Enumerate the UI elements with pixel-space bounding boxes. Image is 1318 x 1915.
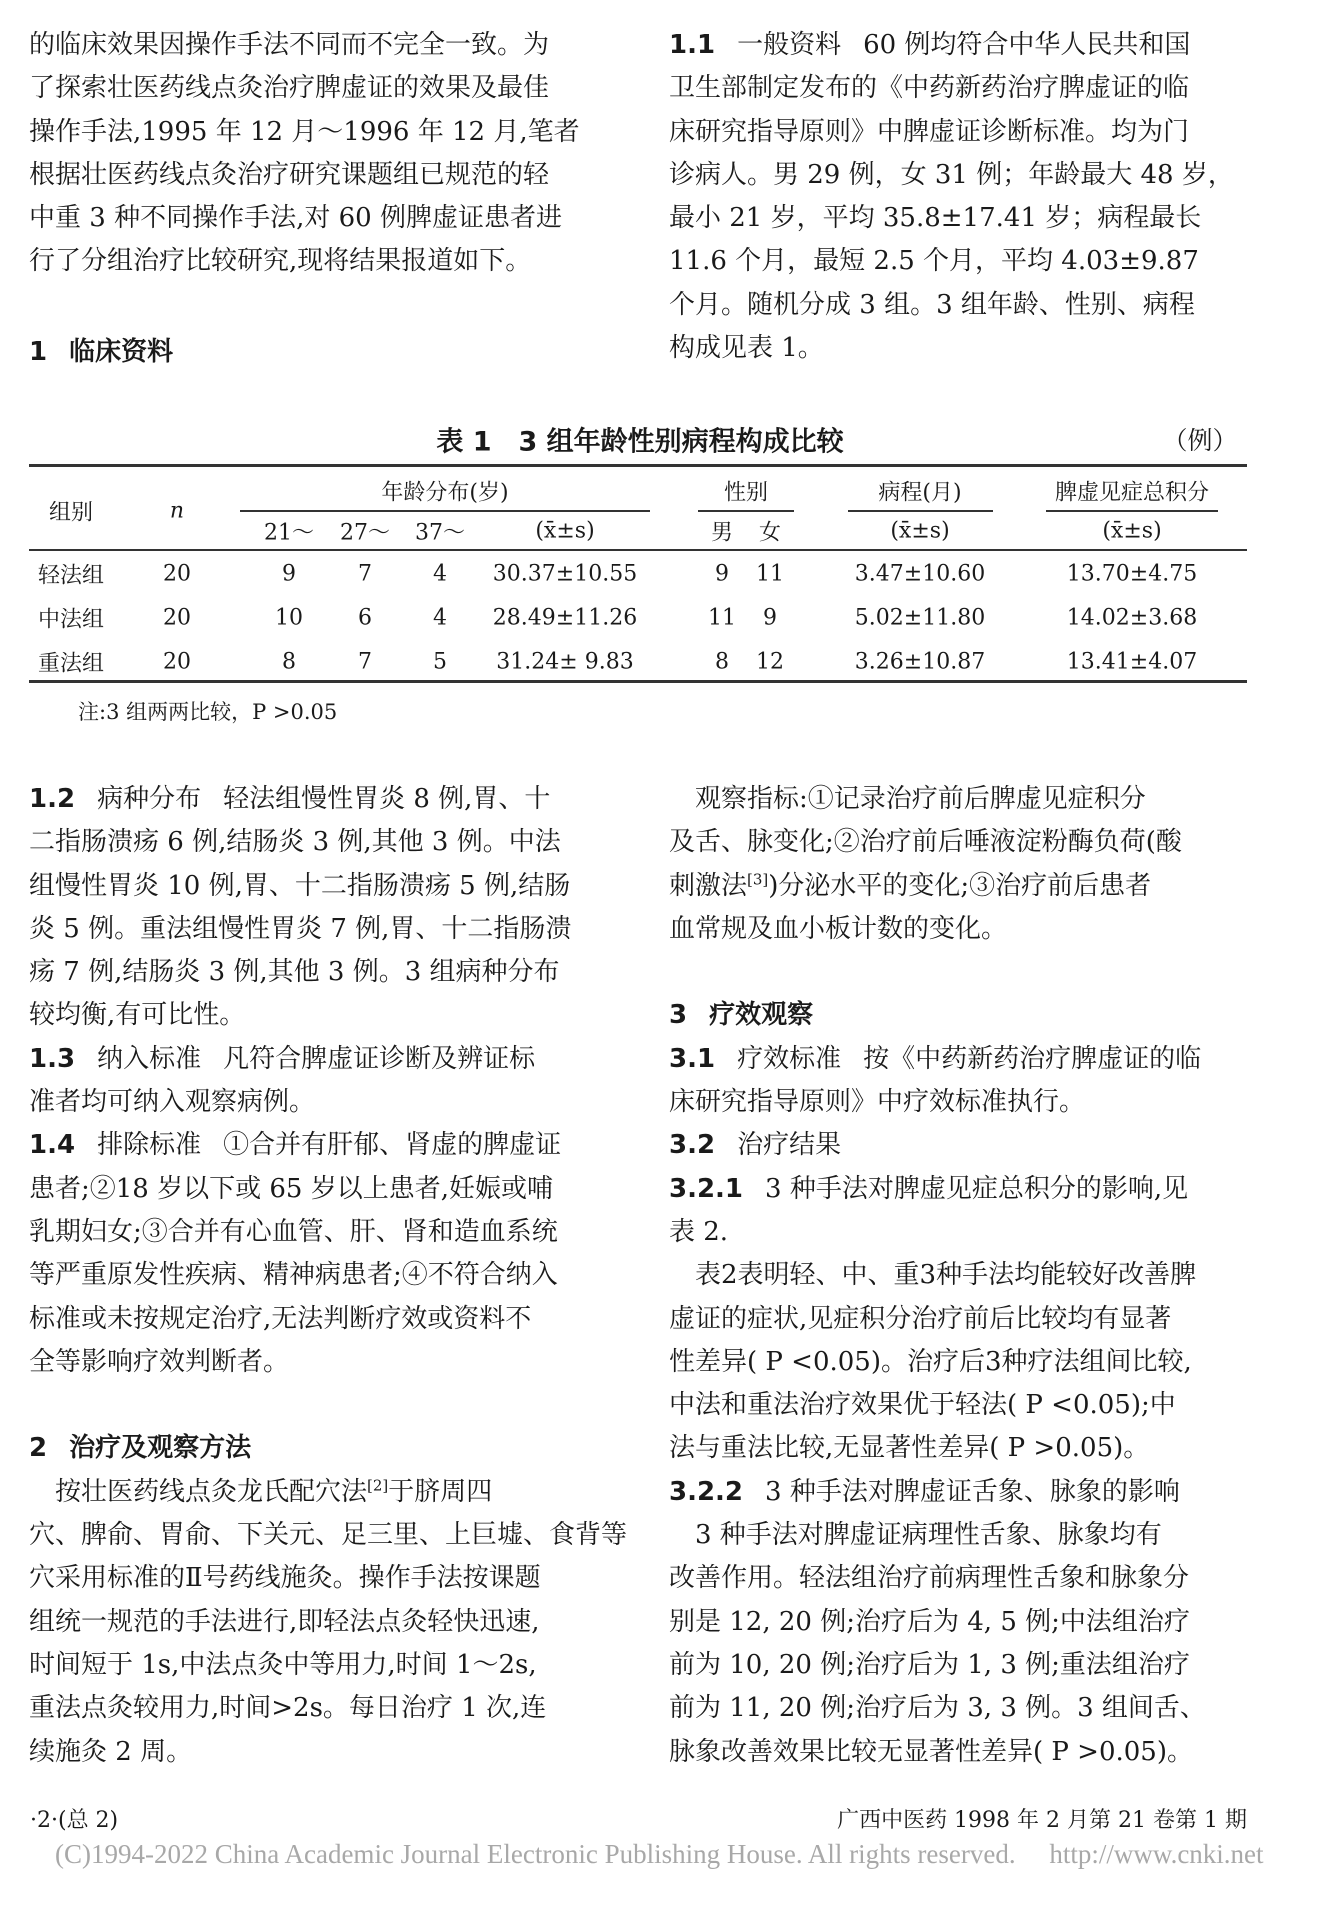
bottom-right-column	[669, 778, 1259, 1774]
subsection-number: 1.2	[29, 784, 76, 814]
section-title: 治疗及观察方法	[69, 1433, 252, 1464]
text-line: 炎 5 例。重法组慢性胃炎 7 例,胃、十二指肠溃	[29, 913, 572, 944]
table-cell: 7	[358, 649, 372, 675]
header-male: 男	[710, 520, 734, 546]
text-line: 准者均可纳入观察病例。	[29, 1087, 316, 1118]
section-title: 疗效观察	[709, 1000, 814, 1031]
line-text: 按壮医药线点灸龙氏配穴法	[29, 1476, 368, 1507]
table-cell: 13.41±4.07	[1066, 649, 1198, 675]
text-line: 法与重法比较,无显著性差异( P >0.05)。	[669, 1433, 1150, 1464]
subsection-line	[29, 1038, 619, 1081]
header-age-21: 21～	[264, 520, 314, 546]
text-line: 个月。随机分成 3 组。3 组年龄、性别、病程	[669, 289, 1195, 320]
table-bottom-rule	[29, 680, 1247, 683]
text-line: 时间短于 1s,中法点灸中等用力,时间 1～2s,	[29, 1649, 537, 1680]
text-line: 重法点灸较用力,时间>2s。每日治疗 1 次,连	[29, 1693, 547, 1724]
table-cell: 轻法组	[37, 563, 105, 589]
subsection-title: 纳入标准	[97, 1043, 202, 1074]
table-cell: 重法组	[37, 651, 105, 677]
text-line: 诊病人。男 29 例，女 31 例；年龄最大 48 岁，	[669, 159, 1234, 190]
header-age: 年龄分布(岁)	[381, 480, 509, 506]
text-line: 床研究指导原则》中脾虚证诊断标准。均为门	[669, 116, 1190, 147]
subsection-title: 一般资料	[737, 30, 842, 60]
line-text: 于脐周四	[388, 1476, 493, 1507]
table-cell: 9	[715, 561, 729, 587]
subsection-number: 1.3	[29, 1043, 76, 1074]
text-line: 前为 10, 20 例;治疗后为 1, 3 例;重法组治疗	[669, 1649, 1190, 1680]
table-cell: 7	[358, 561, 372, 587]
text-line	[669, 951, 1259, 994]
text-line: 11.6 个月，最短 2.5 个月，平均 4.03±9.87	[669, 246, 1199, 277]
section-number: 2	[29, 1433, 48, 1464]
table-cell: 9	[763, 605, 777, 631]
header-course: 病程(月)	[878, 480, 962, 506]
table-cell: 4	[433, 605, 447, 631]
text-line: 最小 21 岁，平均 35.8±17.41 岁；病程最长	[669, 203, 1202, 234]
citation-ref: [3]	[747, 869, 769, 888]
text-line	[669, 994, 1259, 1037]
subsection-title: 排除标准	[97, 1130, 202, 1161]
text-line: 等严重原发性疾病、精神病患者;④不符合纳入	[29, 1260, 558, 1291]
journal-info: 广西中医药 1998 年 2 月第 21 卷第 1 期	[837, 1808, 1247, 1833]
text-line: 行了分组治疗比较研究,现将结果报道如下。	[29, 246, 532, 277]
header-female: 女	[758, 520, 782, 546]
subsection-title: 治疗结果	[737, 1130, 842, 1161]
table-cell: 28.49±11.26	[492, 605, 638, 631]
subsection-title: 疗效标准	[737, 1043, 842, 1074]
text-line: 全等影响疗效判断者。	[29, 1346, 290, 1377]
line-text: )分泌水平的变化;③治疗前后患者	[768, 870, 1152, 901]
text-line	[669, 865, 1259, 908]
table-top-rule	[29, 464, 1247, 467]
text-line	[29, 1471, 619, 1514]
subsection-line	[29, 778, 619, 821]
sex-underline	[698, 510, 794, 512]
subsection-line	[669, 1038, 1259, 1081]
text-line: 床研究指导原则》中疗效标准执行。	[669, 1087, 1086, 1118]
text-line: 表 2.	[669, 1216, 729, 1247]
table-cell: 12	[756, 649, 784, 675]
text-line: 表2表明轻、中、重3种手法均能较好改善脾	[669, 1260, 1197, 1291]
subsection-title: 病种分布	[97, 784, 202, 814]
section-1-heading	[29, 331, 173, 374]
text-line: 别是 12, 20 例;治疗后为 4, 5 例;中法组治疗	[669, 1606, 1190, 1637]
table-mid-rule	[29, 549, 1247, 551]
course-underline	[848, 510, 993, 512]
header-sex: 性别	[723, 480, 769, 506]
header-course-mean: (x̄±s)	[890, 518, 950, 544]
subsection-line	[669, 1124, 1259, 1167]
table-cell: 6	[358, 605, 372, 631]
page-number: ·2·(总 2)	[30, 1808, 119, 1833]
table-cell: 5.02±11.80	[854, 605, 986, 631]
text-line: 患者;②18 岁以下或 65 岁以上患者,妊娠或哺	[29, 1173, 553, 1204]
text-line: 操作手法,1995 年 12 月～1996 年 12 月,笔者	[29, 116, 580, 147]
table-cell: 20	[163, 561, 191, 587]
table-cell: 20	[163, 649, 191, 675]
line-text: 3 种手法对脾虚证舌象、脉象的影响	[765, 1476, 1180, 1507]
subsection-number: 1.1	[669, 30, 716, 60]
header-n: n	[169, 498, 185, 524]
table-cell: 8	[282, 649, 296, 675]
text-line: 前为 11, 20 例;治疗后为 3, 3 例。3 组间舌、	[669, 1693, 1206, 1724]
table-cell: 3.47±10.60	[854, 561, 986, 587]
text-line: 疡 7 例,结肠炎 3 例,其他 3 例。3 组病种分布	[29, 957, 560, 988]
table-cell: 13.70±4.75	[1066, 561, 1198, 587]
text-line: 二指肠溃疡 6 例,结肠炎 3 例,其他 3 例。中法	[29, 827, 561, 858]
text-line: 虚证的症状,见症积分治疗前后比较均有显著	[669, 1303, 1172, 1334]
text-line: 中重 3 种不同操作手法,对 60 例脾虚证患者进	[29, 203, 562, 234]
text-line: 了探索壮医药线点灸治疗脾虚证的效果及最佳	[29, 73, 550, 104]
table-cell: 11	[708, 605, 736, 631]
subsection-number: 3.2.1	[669, 1173, 744, 1204]
text-line: 较均衡,有可比性。	[29, 1000, 246, 1031]
table-unit: （例）	[1162, 426, 1238, 455]
subsection-line	[669, 1168, 1259, 1211]
header-age-mean: (x̄±s)	[535, 518, 595, 544]
text-line: 的临床效果因操作手法不同而不完全一致。为	[29, 30, 550, 60]
text-line: 3 种手法对脾虚证病理性舌象、脉象均有	[669, 1520, 1162, 1551]
table-cell: 中法组	[37, 607, 105, 633]
text-line: 穴、脾俞、胃俞、下关元、足三里、上巨墟、食背等	[29, 1520, 628, 1551]
table-cell: 31.24± 9.83	[496, 649, 634, 675]
header-age-27: 27～	[340, 520, 390, 546]
subsection-number: 3.2.2	[669, 1476, 744, 1507]
subsection-number: 3.1	[669, 1043, 716, 1074]
text-line: 观察指标:①记录治疗前后脾虚见症积分	[669, 784, 1146, 814]
line-text: 60 例均符合中华人民共和国	[863, 30, 1191, 60]
text-line: 脉象改善效果比较无显著性差异( P >0.05)。	[669, 1736, 1193, 1767]
age-underline	[240, 510, 650, 512]
text-line: 构成见表 1。	[669, 333, 824, 364]
line-text: 刺激法	[669, 870, 748, 901]
table-cell: 3.26±10.87	[854, 649, 986, 675]
text-line: 性差异( P <0.05)。治疗后3种疗法组间比较,	[669, 1346, 1192, 1377]
header-score-mean: (x̄±s)	[1102, 518, 1162, 544]
text-line: 改善作用。轻法组治疗前病理性舌象和脉象分	[669, 1563, 1190, 1594]
table-note: 注:3 组两两比较，P >0.05	[78, 700, 338, 724]
subsection-line	[669, 24, 1259, 67]
table-cell: 4	[433, 561, 447, 587]
table-cell: 10	[275, 605, 303, 631]
table-cell: 8	[715, 649, 729, 675]
header-score: 脾虚见症总积分	[1054, 480, 1210, 506]
table-cell: 11	[756, 561, 784, 587]
top-right-column	[669, 24, 1259, 370]
text-line: 及舌、脉变化;②治疗前后唾液淀粉酶负荷(酸	[669, 827, 1182, 858]
table-title: 表 1 3 组年龄性别病程构成比较	[436, 426, 844, 458]
line-text: 凡符合脾虚证诊断及辨证标	[223, 1043, 536, 1074]
subsection-line	[29, 1124, 619, 1167]
table-cell: 30.37±10.55	[492, 561, 638, 587]
text-line	[29, 1384, 619, 1427]
subsection-number: 3.2	[669, 1130, 716, 1161]
section-number: 3	[669, 1000, 688, 1031]
line-text: ①合并有肝郁、肾虚的脾虚证	[223, 1130, 562, 1161]
subsection-line	[669, 1471, 1259, 1514]
header-age-37: 37～	[415, 520, 465, 546]
text-line	[29, 1427, 619, 1470]
table-cell: 14.02±3.68	[1066, 605, 1198, 631]
score-underline	[1046, 510, 1218, 512]
text-line: 续施灸 2 周。	[29, 1736, 193, 1767]
text-line: 乳期妇女;③合并有心血管、肝、肾和造血系统	[29, 1216, 558, 1247]
copyright-notice: (C)1994-2022 China Academic Journal Electronic Publishing House. All rights reserved. http://www.cnki.net	[55, 1839, 1264, 1869]
text-line: 血常规及血小板计数的变化。	[669, 913, 1008, 944]
text-line: 组统一规范的手法进行,即轻法点灸轻快迅速,	[29, 1606, 540, 1637]
text-line: 根据壮医药线点灸治疗研究课题组已规范的轻	[29, 159, 550, 190]
bottom-left-column	[29, 778, 628, 1774]
text-line: 组慢性胃炎 10 例,胃、十二指肠溃疡 5 例,结肠	[29, 870, 571, 901]
line-text: 3 种手法对脾虚见症总积分的影响,见	[765, 1173, 1189, 1204]
top-left-column	[29, 24, 619, 284]
section-title: 临床资料	[69, 337, 174, 367]
line-text: 按《中药新药治疗脾虚证的临	[863, 1043, 1202, 1074]
text-line: 穴采用标准的Ⅱ号药线施灸。操作手法按课题	[29, 1563, 541, 1594]
citation-ref: [2]	[367, 1476, 389, 1495]
line-text: 轻法组慢性胃炎 8 例,胃、十	[223, 784, 551, 814]
table-cell: 9	[282, 561, 296, 587]
text-line: 卫生部制定发布的《中药新药治疗脾虚证的临	[669, 73, 1190, 104]
subsection-number: 1.4	[29, 1130, 76, 1161]
section-number: 1	[29, 337, 48, 367]
text-line: 标准或未按规定治疗,无法判断疗效或资料不	[29, 1303, 532, 1334]
table-cell: 20	[163, 605, 191, 631]
text-line: 中法和重法治疗效果优于轻法( P <0.05);中	[669, 1390, 1176, 1421]
table-cell: 5	[433, 649, 447, 675]
header-group: 组别	[48, 500, 94, 526]
